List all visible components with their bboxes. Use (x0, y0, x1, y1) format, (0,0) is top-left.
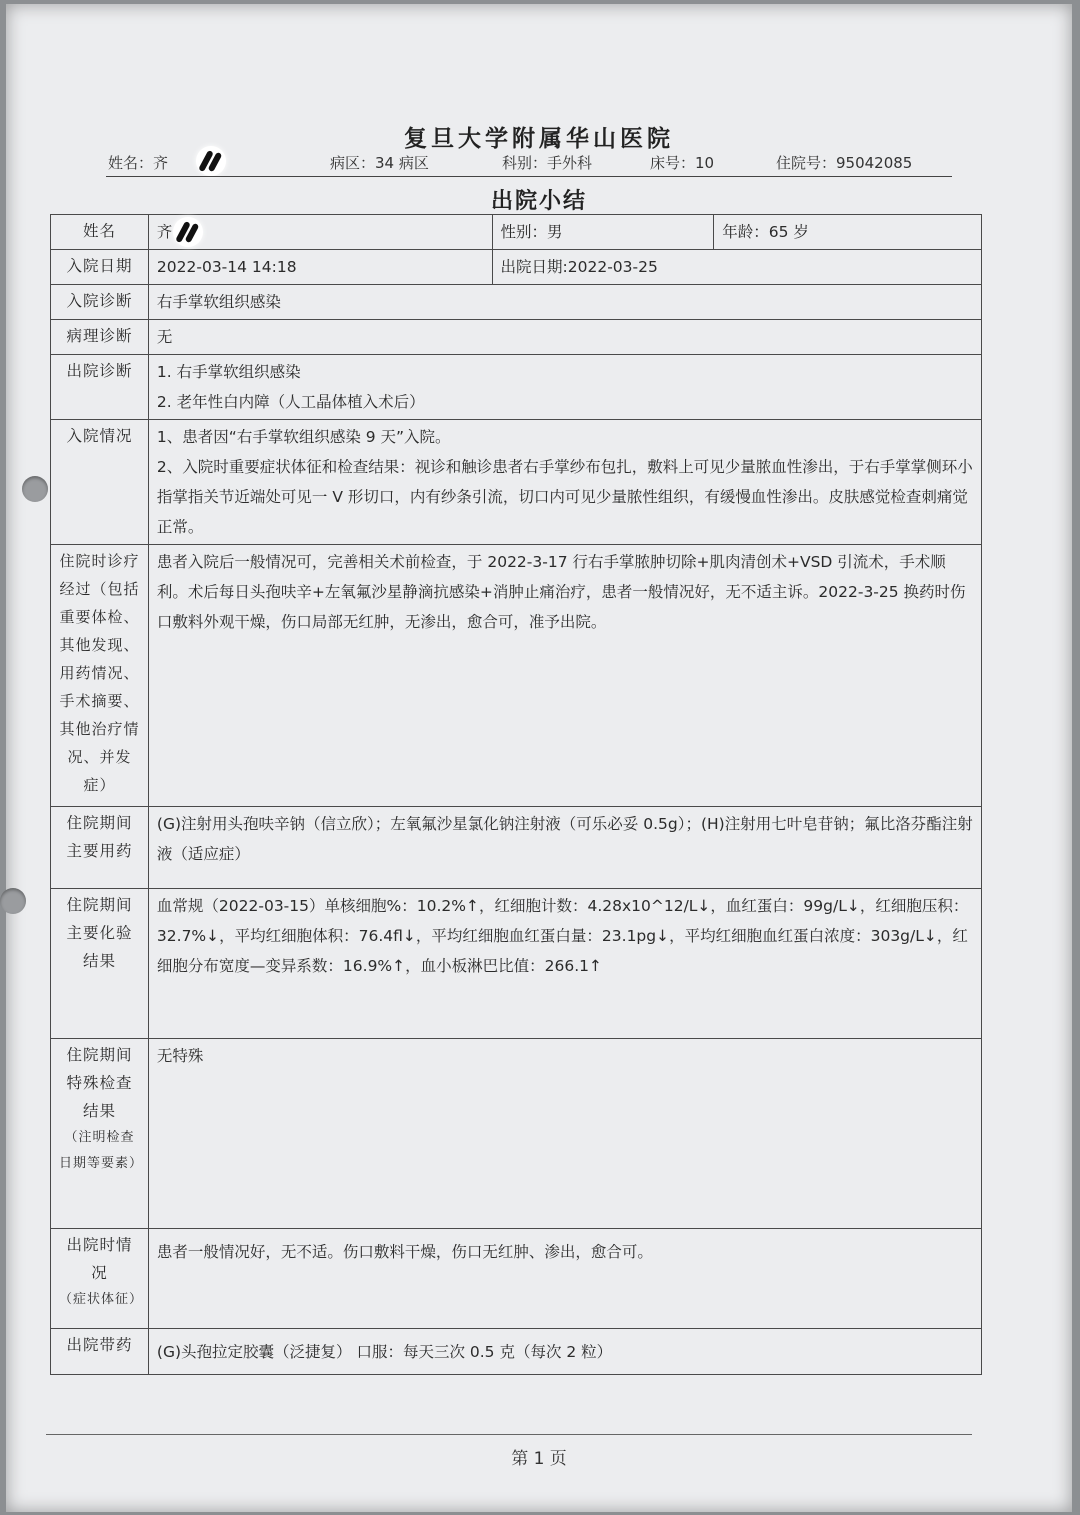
row-discharge-status (51, 1229, 982, 1329)
punch-hole (0, 888, 26, 914)
row-pathology (51, 320, 982, 355)
admit-date-label: 入院日期 (51, 250, 149, 285)
admit-status-label: 入院情况 (51, 420, 149, 545)
document-page (6, 4, 1072, 1512)
path-dx-label: 病理诊断 (51, 320, 149, 355)
take-home-value: (G)头孢拉定胶囊（泛捷复） 口服：每天三次 0.5 克（每次 2 粒） (148, 1329, 981, 1375)
header-name-label: 姓名： (108, 154, 154, 172)
header-name (108, 152, 168, 173)
row-admit-diagnosis (51, 285, 982, 320)
name-label: 姓名 (51, 215, 149, 250)
admit-dx-label: 入院诊断 (51, 285, 149, 320)
discharge-status-label: 出院时情况 (66, 1236, 133, 1282)
special-note: （注明检查日期等要素） (59, 1130, 144, 1171)
discharge-dx-label: 出院诊断 (51, 355, 149, 420)
course-value: 患者入院后一般情况可，完善相关术前检查，于 2022-3-17 行右手掌脓肿切除+肌肉清创术+VSD 引流术，手术顺利。术后每日头孢呋辛+左氧氟沙星静滴抗感染+消肿止痛治疗，患者一般情况好，无不适主诉。2022-3-25 换药时伤口敷料外观干燥，伤口局部无红肿，无渗出，愈合可，准予出院。 (148, 545, 981, 807)
row-labs (51, 889, 982, 1039)
discharge-status-note: （症状体征） (59, 1292, 144, 1307)
header-ward: 病区：34 病区 (330, 154, 429, 172)
meds-label: 住院期间主要用药 (51, 807, 149, 889)
punch-hole (22, 476, 48, 502)
discharge-dx-cell (148, 355, 981, 420)
hospital-name: 复旦大学附属华山医院 (404, 126, 674, 152)
header-bed: 床号：10 (650, 154, 715, 172)
discharge-status-value: 患者一般情况好，无不适。伤口敷料干燥，伤口无红肿、渗出，愈合可。 (148, 1229, 981, 1329)
discharge-dx-item: 2. 老年性白内障（人工晶体植入术后） (156, 393, 425, 411)
name-value-cell (148, 215, 492, 250)
age: 年龄：65 岁 (714, 215, 982, 250)
document-title: 出院小结 (490, 189, 587, 214)
redaction-mark (173, 217, 203, 247)
row-discharge-diagnosis (51, 355, 982, 420)
labs-value: 血常规（2022-03-15）单核细胞%：10.2%↑，红细胞计数：4.28x10^12/L↓，血红蛋白：99g/L↓，红细胞压积：32.7%↓，平均红细胞体积：76.4fl↓，平均红细胞血红蛋白量：23.1pg↓，平均红细胞血红蛋白浓度：303g/L↓，红细胞分布宽度—变异系数：16.9%↑，血小板淋巴比值：266.1↑ (148, 889, 981, 1039)
row-admission-status (51, 420, 982, 545)
labs-label: 住院期间主要化验结果 (51, 889, 149, 1039)
gender: 性别：男 (492, 215, 714, 250)
header-name-value: 齐 (153, 154, 169, 172)
special-value: 无特殊 (148, 1039, 981, 1229)
row-special-exams (51, 1039, 982, 1229)
admit-date-value: 2022-03-14 14:18 (148, 250, 492, 285)
special-label-cell (51, 1039, 149, 1229)
meds-value: (G)注射用头孢呋辛钠（信立欣）；左氧氟沙星氯化钠注射液（可乐必妥 0.5g）；(H)注射用七叶皂苷钠；氟比洛芬酯注射液（适应症） (148, 807, 981, 889)
header-department: 科别：手外科 (502, 154, 593, 172)
take-home-label: 出院带药 (51, 1329, 149, 1375)
row-dates (51, 250, 982, 285)
row-medications (51, 807, 982, 889)
path-dx-value: 无 (148, 320, 981, 355)
discharge-dx-item: 1. 右手掌软组织感染 (156, 363, 301, 381)
admit-status-cell (148, 420, 981, 545)
course-label: 住院时诊疗经过（包括重要体检、其他发现、用药情况、手术摘要、其他治疗情况、并发症） (51, 545, 149, 807)
discharge-summary-table (50, 214, 982, 1375)
admit-status-item: 1、患者因“右手掌软组织感染 9 天”入院。 (156, 428, 451, 446)
row-take-home-meds (51, 1329, 982, 1375)
row-course (51, 545, 982, 807)
name-value: 齐 (156, 223, 173, 241)
admit-dx-value: 右手掌软组织感染 (148, 285, 981, 320)
discharge-date: 出院日期:2022-03-25 (492, 250, 981, 285)
discharge-status-label-cell (51, 1229, 149, 1329)
redaction-mark (196, 146, 226, 176)
page-number: 第 1 页 (511, 1449, 567, 1469)
header-admission-no: 住院号：95042085 (776, 154, 913, 172)
header-divider (106, 176, 952, 177)
admit-status-item: 2、入院时重要症状体征和检查结果：视诊和触诊患者右手掌纱布包扎，敷料上可见少量脓血性渗出，于右手掌掌侧环小指掌指关节近端处可见一 V 形切口，内有纱条引流，切口内可见少量脓性组织，有缓慢血性渗出。皮肤感觉检查刺痛觉正常。 (156, 458, 973, 536)
special-label: 住院期间特殊检查结果 (66, 1046, 133, 1120)
row-patient (51, 215, 982, 250)
footer-divider (46, 1434, 972, 1435)
